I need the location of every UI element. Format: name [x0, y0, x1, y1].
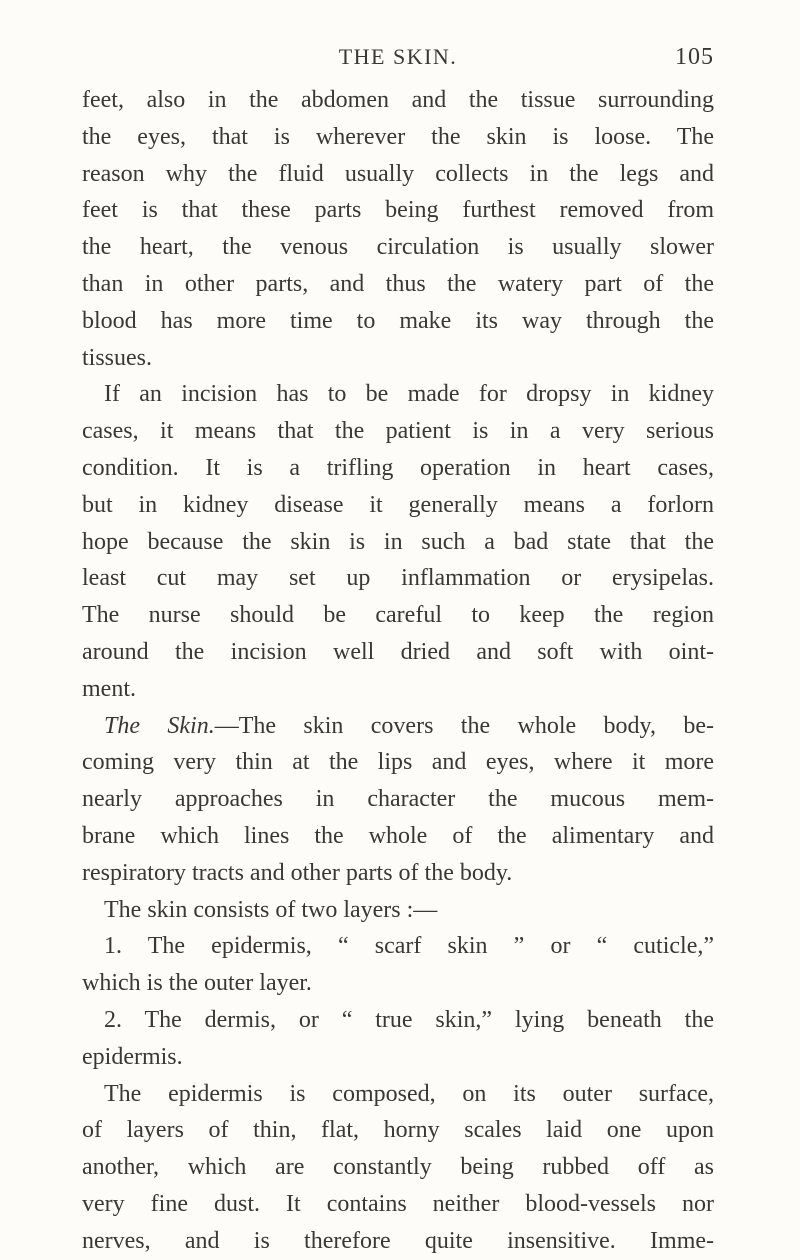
- text-line: [82, 818, 714, 855]
- text-line: [82, 1186, 714, 1223]
- text-line-content: very fine dust. It contains neither blood-vessels nor: [82, 1190, 714, 1217]
- text-line: [82, 303, 714, 340]
- text-line: [82, 634, 714, 671]
- text-line-content: than in other parts, and thus the watery part of the: [82, 270, 714, 297]
- text-line-content: 2. The dermis, or “ true skin,” lying beneath the: [104, 1006, 714, 1033]
- text-line: [82, 781, 714, 818]
- text-line: [82, 1076, 714, 1113]
- text-line-content: another, which are constantly being rubbed off as: [82, 1154, 714, 1181]
- text-line: [82, 266, 714, 303]
- section-heading: The Skin.: [104, 712, 215, 739]
- text-line-content: epidermis.: [82, 1043, 183, 1070]
- text-line: [82, 1002, 714, 1039]
- text-line-content: brane which lines the whole of the alimentary and: [82, 822, 714, 849]
- text-line: [82, 1149, 714, 1186]
- text-line: [82, 597, 714, 634]
- text-line-content: around the incision well dried and soft with oint-: [82, 638, 714, 665]
- text-line-content: blood has more time to make its way through the: [82, 307, 714, 334]
- text-line-content: nearly approaches in character the mucous mem-: [82, 786, 714, 813]
- text-line: [82, 119, 714, 156]
- text-line-content: The epidermis is composed, on its outer surface,: [104, 1080, 714, 1107]
- text-line-content: feet is that these parts being furthest removed from: [82, 197, 714, 224]
- text-line: [82, 156, 714, 193]
- text-line: [82, 965, 714, 1002]
- text-line-content: coming very thin at the lips and eyes, where it more: [82, 749, 714, 776]
- text-line-content: 1. The epidermis, “ scarf skin ” or “ cuticle,”: [104, 933, 714, 960]
- text-line-content: of layers of thin, flat, horny scales laid one upon: [82, 1117, 714, 1144]
- text-line: [82, 413, 714, 450]
- running-head: [82, 44, 714, 84]
- text-line-content: —The skin covers the whole body, be-: [214, 712, 714, 739]
- text-line: [82, 708, 714, 745]
- text-line: [82, 744, 714, 781]
- text-line: [82, 671, 714, 708]
- text-line: [82, 340, 714, 377]
- text-line-content: feet, also in the abdomen and the tissue surrounding: [82, 87, 714, 113]
- text-line-content: tissues.: [82, 344, 153, 371]
- text-line-content: The skin consists of two layers :—: [104, 896, 438, 923]
- text-line: [82, 82, 714, 119]
- text-line-content: but in kidney disease it generally means a forlorn: [82, 491, 714, 518]
- text-line-content: the eyes, that is wherever the skin is loose. The: [82, 123, 714, 150]
- text-line: [82, 1112, 714, 1149]
- text-line-content: The nurse should be careful to keep the region: [82, 602, 714, 629]
- text-line-content: hope because the skin is in such a bad state that the: [82, 528, 714, 555]
- page-number: 105: [675, 44, 714, 70]
- text-line-content: reason why the fluid usually collects in the legs and: [82, 160, 714, 187]
- text-line-content: ment.: [82, 675, 136, 702]
- text-line: [82, 524, 714, 561]
- text-line-content: cases, it means that the patient is in a very serious: [82, 418, 714, 445]
- text-line: [82, 1223, 714, 1260]
- running-title: THE SKIN.: [338, 44, 458, 69]
- text-line: [82, 192, 714, 229]
- text-line: [82, 560, 714, 597]
- text-line: [82, 892, 714, 929]
- text-line-content: respiratory tracts and other parts of the body.: [82, 859, 513, 886]
- text-line: [82, 487, 714, 524]
- body-text: [82, 82, 714, 1260]
- text-line-content: condition. It is a trifling operation in heart cases,: [82, 454, 714, 481]
- text-line-content: If an incision has to be made for dropsy in kidney: [104, 381, 714, 408]
- text-line-content: which is the outer layer.: [82, 970, 312, 997]
- text-line-content: nerves, and is therefore quite insensitive. Imme-: [82, 1227, 714, 1254]
- text-line: [82, 376, 714, 413]
- text-line: [82, 1039, 714, 1076]
- text-line: [82, 855, 714, 892]
- text-line: [82, 229, 714, 266]
- text-line-content: least cut may set up inflammation or erysipelas.: [82, 565, 714, 592]
- text-line: [82, 928, 714, 965]
- text-line-content: the heart, the venous circulation is usually slower: [82, 234, 714, 261]
- text-line: [82, 450, 714, 487]
